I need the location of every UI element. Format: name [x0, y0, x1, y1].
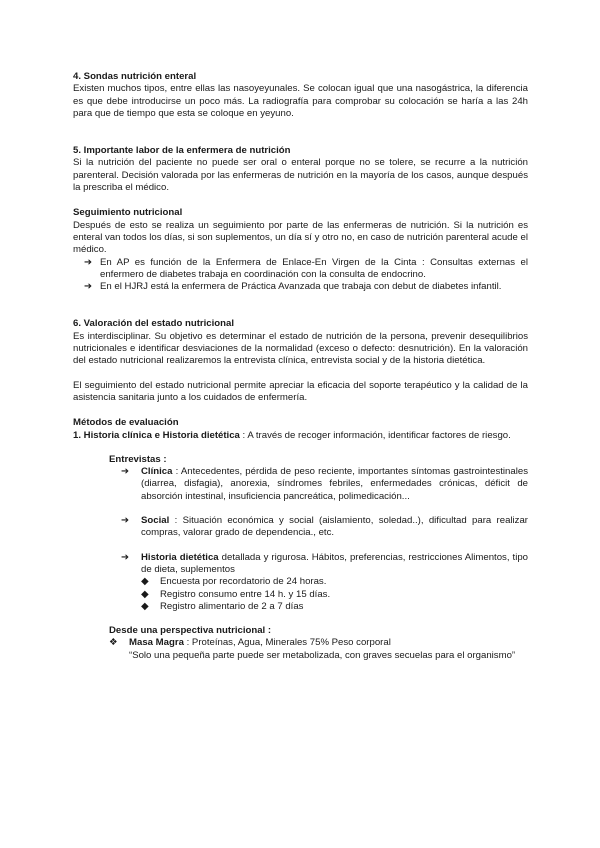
paragraph: Es interdisciplinar. Su objetivo es determinar el estado de nutrición de la persona, prevenir desequilibrios nutricionales e identificar desviaciones de la normalidad (exceso o defecto: desnutrición). En la valoración del estado nutricional realizaremos la entrevista clínica, entrevista social y de la historia dietética.	[73, 330, 528, 367]
paragraph: Si la nutrición del paciente no puede ser oral o enteral porque no se tolere, se recurre a la nutrición parenteral. Decisión valorada por las enfermeras de nutrición en la mayoría de los casos, aunque después la prescriba el médico.	[73, 157, 528, 194]
diamond-icon: ◆	[141, 600, 149, 612]
diamond-icon: ◆	[141, 588, 149, 600]
paragraph: 1. Historia clínica e Historia dietética : A través de recoger información, identificar factores de riesgo.	[73, 429, 511, 441]
diamond-icon: ◆	[141, 576, 149, 588]
diamond-list	[141, 576, 528, 613]
paragraph: Existen muchos tipos, entre ellas las nasoyeyunales. Se colocan igual que una nasogástrica, la diferencia es que debe introducirse un poco más. La radiografía para comprobar su colocación se haría a las 24h para que de tiempo que esta se coloque en yeyuno.	[73, 83, 528, 119]
section-sondas	[73, 71, 528, 120]
arrow-icon: ➔	[84, 281, 93, 293]
section-metodos	[73, 417, 528, 662]
arrow-icon: ➔	[84, 256, 93, 268]
list-item: ◆ Registro alimentario de 2 a 7 días	[141, 600, 304, 612]
arrow-icon: ➔	[121, 551, 130, 563]
arrow-icon: ➔	[121, 466, 130, 478]
list-item: ◆ Registro consumo entre 14 h. y 15 días.	[141, 588, 331, 600]
list-item: ◆ Encuesta por recordatorio de 24 horas.	[141, 576, 327, 588]
subsection-title: Métodos de evaluación	[73, 417, 179, 429]
perspectiva-title: Desde una perspectiva nutricional :	[109, 625, 272, 637]
list-item-clinica: ➔ Clínica : Antecedentes, pérdida de peso reciente, importantes síntomas gastrointestinales (diarrea, disfagia), anorexia, síndromes febriles, enfermedades crónicas, déficit de absorción intestinal, insuficiencia pancreática, polimedicación...	[121, 466, 528, 502]
paragraph: Después de esto se realiza un seguimiento por parte de las enfermeras de nutrición. Si la nutrición es enteral van todos los días, si son suplementos, un día sí y otro no, en caso de nutrición parenteral acude el médico.	[73, 219, 528, 256]
list-item-social: ➔ Social : Situación económica y social (aislamiento, soledad..), dificultad para realizar compras, valorar grado de dependencia., etc.	[121, 515, 528, 539]
list-item-masa-magra: ❖ Masa Magra : Proteínas, Agua, Minerales 75% Peso corporal “Solo una pequeña parte puede ser metabolizada, con graves secuelas para el organismo”	[109, 637, 528, 662]
section-title: 5. Importante labor de la enfermera de nutrición	[73, 145, 291, 157]
section-valoracion	[73, 318, 528, 404]
section-seguimiento	[73, 207, 528, 293]
list-item-historia: ➔ Historia dietética detallada y rigurosa. Hábitos, preferencias, restricciones Alimentos, tipo de dieta, suplementos	[121, 551, 528, 575]
section-title: 4. Sondas nutrición enteral	[73, 71, 197, 82]
entrevistas-list	[121, 466, 528, 613]
star-bullet-icon: ❖	[109, 637, 118, 649]
list-item: ➔ En el HJRJ está la enfermera de Práctica Avanzada que trabaja con debut de diabetes infantil.	[84, 281, 502, 293]
section-title: 6. Valoración del estado nutricional	[73, 318, 235, 330]
document-page	[73, 71, 528, 662]
paragraph: El seguimiento del estado nutricional permite apreciar la eficacia del soporte terapéutico y la calidad de la asistencia sanitaria junto a los cuidados de enfermería.	[73, 379, 528, 403]
arrow-icon: ➔	[121, 515, 130, 527]
arrow-list	[73, 257, 528, 294]
quote: “Solo una pequeña parte puede ser metabolizada, con graves secuelas para el organismo”	[129, 649, 516, 661]
entrevistas-title: Entrevistas :	[109, 453, 167, 465]
section-labor-enfermera	[73, 145, 528, 194]
list-item: ➔ En AP es función de la Enfermera de Enlace-En Virgen de la Cinta : Consultas externas el enfermero de diabetes trabaja en coordinación con la consulta de endocrino.	[84, 256, 528, 280]
subsection-title: Seguimiento nutricional	[73, 207, 183, 219]
